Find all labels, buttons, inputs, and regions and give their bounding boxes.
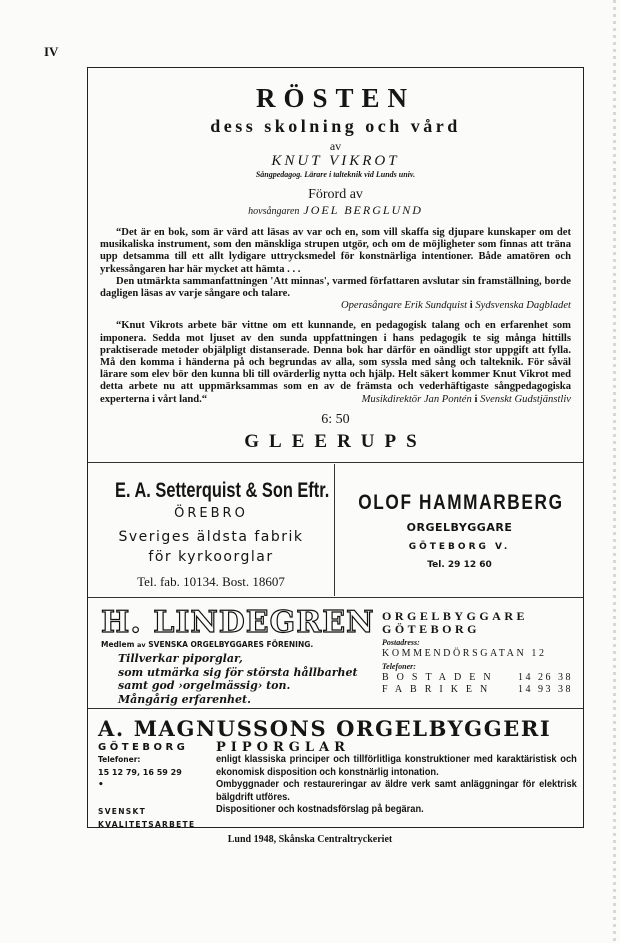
foreword-label: Förord av xyxy=(308,187,363,202)
phone-row xyxy=(382,684,582,696)
book-author: KNUT VIKROT xyxy=(271,153,400,169)
book-price: 6: 50 xyxy=(321,411,350,427)
magnusson-city: GÖTEBORG xyxy=(98,742,189,753)
foreword-author xyxy=(88,203,583,219)
book-title: RÖSTEN xyxy=(255,83,416,113)
hammarberg-name: OLOF HAMMARBERG xyxy=(358,491,564,514)
magnusson-phones: 15 12 79, 16 59 29 xyxy=(98,768,182,777)
setterquist-ad xyxy=(88,464,334,596)
hammarberg-city: GÖTEBORG V. xyxy=(408,542,511,552)
bullet-icon: • xyxy=(98,780,104,790)
hammarberg-phone: Tel. 29 12 60 xyxy=(427,560,492,570)
lindegren-description xyxy=(118,652,373,706)
review-2-person: Musikdirektör Jan Pontén xyxy=(361,393,472,405)
divider-3 xyxy=(88,708,583,709)
magnusson-ad xyxy=(88,710,583,827)
review-2-text: “Knut Vikrots arbete bär vittne om ett kunnande, en pedagogisk talang och en erfarenhet som imponera. Sedda mot ljuset av den sunda uppfattningen i hans pedagogik te sig många hittills praktiserade metoder objälpligt distanserade. Denna bok har därför en oändligt stor uppgift att fylla. Må den komma i händerna på och begrundas av alla, som syssla med sång och talteknik. För såväl lärare som elev bör den kunna bli till ovärderlig nytta och hjälp. Helt säkert kommer Knut Vikrot med detta arbete nu att uppmärksammas som en av de främsta och vederhäftigaste sångpedagogiska experterna i vårt land.“ xyxy=(100,320,571,405)
phone-label: Telefoner: xyxy=(382,662,416,671)
magnusson-text-3: Dispositioner och kostnadsförslag på begäran. xyxy=(216,804,424,816)
lindegren-name: H. LINDEGREN xyxy=(101,605,375,640)
review-quote-1 xyxy=(88,227,583,312)
lindegren-line: samt god ›orgelmässig› ton. xyxy=(118,679,291,692)
divider-1 xyxy=(88,462,583,463)
quality-line-2: KVALITETSARBETE xyxy=(98,820,196,829)
magnusson-description xyxy=(216,741,576,831)
magnusson-product: PIPORGLAR xyxy=(216,740,350,755)
setterquist-name: E. A. Setterquist & Son Eftr. xyxy=(115,479,330,502)
lindegren-line: Mångårig erfarenhet. xyxy=(118,692,251,706)
review-quote-2 xyxy=(88,320,583,405)
membership-org: SVENSKA ORGELBYGGARES FÖRENING. xyxy=(148,640,314,649)
phone-number: 14 93 38 xyxy=(518,684,573,695)
foreword-author-name: JOEL BERGLUND xyxy=(303,203,423,217)
phone-name: FABRIKEN xyxy=(382,684,496,695)
quality-line-1: SVENSKT xyxy=(98,807,147,816)
review-2-source: Svenskt Gudstjänstliv xyxy=(480,393,571,405)
lindegren-line: Tillverkar piporglar, xyxy=(118,652,243,665)
book-subtitle: dess skolning och vård xyxy=(210,116,461,136)
divider-2 xyxy=(88,597,583,598)
membership-of: av xyxy=(137,641,146,649)
magnusson-text-1: enligt klassiska principer och tillförlitliga konstruktioner med karaktäristisk och ekonomisk disposition och konstnärlig intonation. xyxy=(216,754,577,778)
foreword-author-title: hovsångaren xyxy=(248,206,300,217)
magnusson-phone-label: Telefoner: xyxy=(98,755,141,764)
hammarberg-ad xyxy=(336,464,583,596)
lindegren-trade: ORGELBYGGARE xyxy=(382,609,529,623)
publisher-name: GLEERUPS xyxy=(244,430,427,452)
lindegren-contact xyxy=(382,599,582,706)
printer-imprint: Lund 1948, Skånska Centraltryckeriet xyxy=(227,834,393,845)
review-1-source: Sydsvenska Dagbladet xyxy=(475,300,571,312)
author-role: Sångpedagog. Lärare i talteknik vid Lunds univ. xyxy=(255,170,416,179)
advertisement-frame xyxy=(87,67,584,828)
rosten-book-ad xyxy=(88,68,583,460)
magnusson-name: A. MAGNUSSONS ORGELBYGGERI xyxy=(98,716,552,741)
lindegren-city: GÖTEBORG xyxy=(382,622,481,636)
lindegren-line: som utmärka sig för största hållbarhet xyxy=(118,665,358,679)
lindegren-membership xyxy=(101,639,373,651)
magnusson-body xyxy=(98,741,583,831)
review-1-person: Operasångare Erik Sundquist xyxy=(340,300,468,312)
review-1-paragraph-2: Den utmärkta sammanfattningen 'Att minnas', varmed författaren avslutar sin framställning, borde dagligen läsas av varje sångare och talare. xyxy=(100,275,571,300)
by-label: av xyxy=(329,139,342,153)
postal-label: Postadress: xyxy=(382,638,420,647)
postal-address: KOMMENDÖRSGATAN 12 xyxy=(382,648,547,659)
membership-prefix: Medlem xyxy=(101,640,135,649)
phone-name: BOSTADEN xyxy=(382,672,499,683)
magnusson-contact xyxy=(98,741,216,831)
review-1-paragraph-1: “Det är en bok, som är värd att läsas av var och en, som vill skaffa sig djupare kunskaper om det musikaliska instrument, som den mänskliga strupen utgör, och om de möjligheter som finnas att träna upp detsamma till ett allt lydigare uttrycksmedel för konstnärliga intentioner. Både amatören och yrkessångaren har här mycket att hämta . . . xyxy=(100,227,571,275)
hammarberg-trade: ORGELBYGGARE xyxy=(406,521,513,534)
setterquist-tagline-2: för kyrkoorglar xyxy=(148,549,274,565)
phone-number: 14 26 38 xyxy=(518,672,573,683)
page-number: IV xyxy=(44,44,59,59)
setterquist-tagline-1: Sveriges äldsta fabrik xyxy=(118,529,304,545)
review-2-citation xyxy=(346,394,571,406)
setterquist-city: ÖREBRO xyxy=(174,506,248,521)
lindegren-ad xyxy=(88,599,373,706)
magnusson-text xyxy=(216,754,577,817)
review-1-in: i xyxy=(469,300,473,312)
setterquist-phone: Tel. fab. 10134. Bost. 18607 xyxy=(137,574,285,589)
magnusson-text-2: Ombyggnader och restaureringar av äldre verk samt anläggningar för elektrisk bälgdrift utföres. xyxy=(216,779,577,803)
divider-vertical-1 xyxy=(334,464,335,596)
page-edge-shadow xyxy=(613,0,616,943)
review-1-citation xyxy=(100,300,571,312)
phone-row xyxy=(382,672,582,684)
review-2-in: i xyxy=(474,393,478,405)
